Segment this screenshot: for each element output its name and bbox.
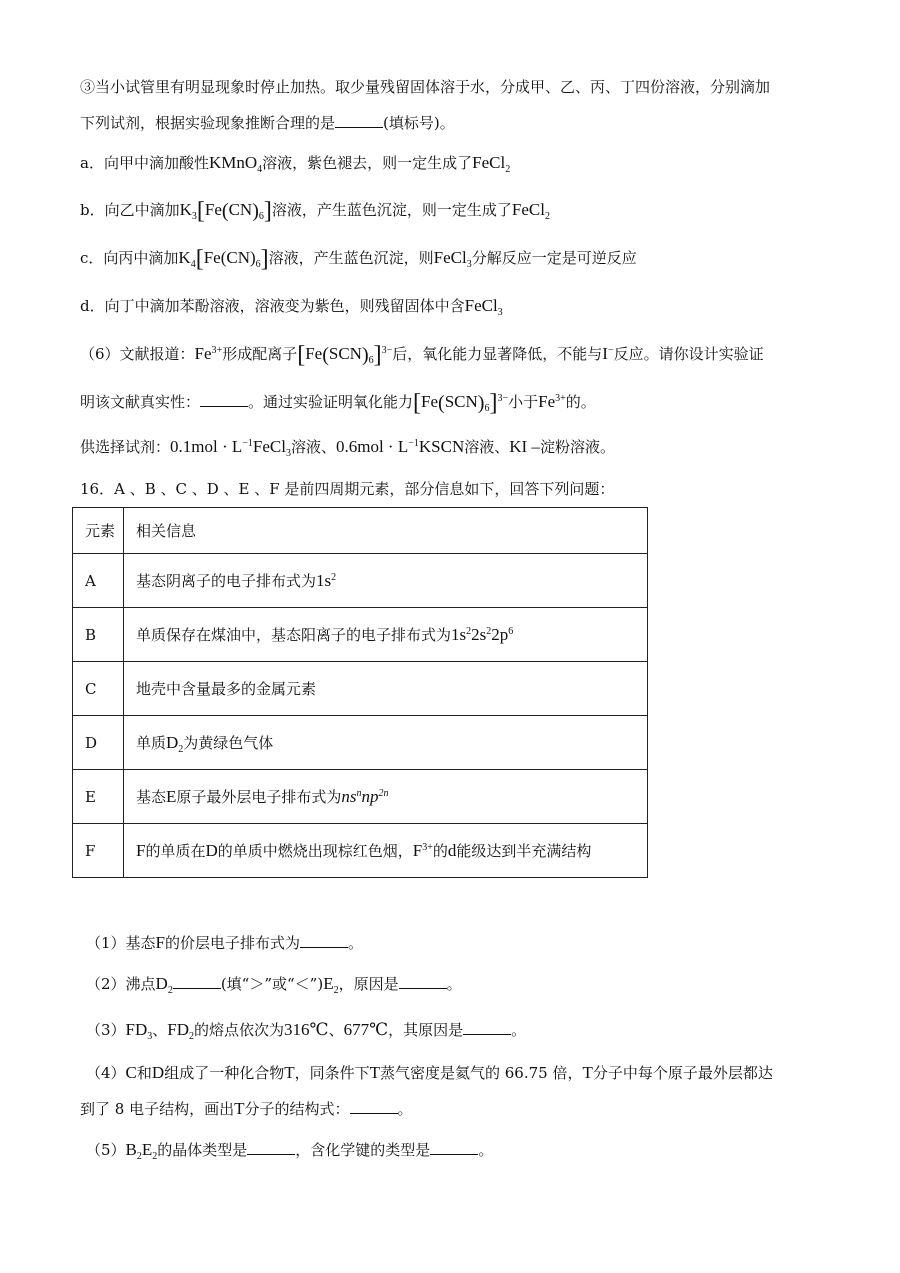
option-b-text: b．向乙中滴加 [80, 201, 180, 219]
sub4-text: ，同条件下 [294, 1064, 370, 1082]
sub2-text: （2）沸点 [86, 975, 156, 993]
table-row [73, 608, 648, 662]
formula: Fe [421, 392, 439, 411]
formula: T [369, 1063, 380, 1082]
reagent-end: 淀粉溶液。 [539, 438, 615, 456]
formula: Fe [194, 344, 212, 363]
superscript: 2 [331, 572, 337, 583]
sub3-post: ，其原因是 [388, 1021, 464, 1039]
element-cell: E [73, 770, 124, 824]
formula: 1s [451, 625, 467, 644]
sub1-end: 。 [348, 934, 364, 952]
element-info-table [72, 507, 648, 878]
subscript: 3 [466, 259, 472, 270]
bracket-right-icon: ] [373, 342, 382, 368]
q16-sub1 [86, 932, 363, 954]
formula: T [284, 1063, 295, 1082]
table-row [73, 716, 648, 770]
option-c-text: c．向丙中滴加 [80, 249, 179, 267]
formula: FD [125, 1020, 148, 1039]
bracket-left-icon: [ [413, 390, 422, 416]
answer-blank [430, 1140, 478, 1155]
element-cell: A [73, 554, 124, 608]
info-cell [124, 716, 648, 770]
subscript: 6 [255, 259, 261, 270]
formula: KI – [509, 437, 540, 456]
sub2-mid: (填“＞”或“＜”) [220, 975, 324, 993]
sub4-text: 组成了一种化合物 [164, 1064, 285, 1082]
subscript: 3 [191, 211, 197, 222]
formula: Fe [305, 344, 323, 363]
answer-blank [247, 1140, 295, 1155]
option-a-text: a．向甲中滴加酸性 [80, 154, 209, 172]
temperature: 677℃ [343, 1020, 389, 1039]
part6-after: 后，氧化能力显著降低，不能与 [392, 345, 603, 363]
element-cell: B [73, 608, 124, 662]
subscript: 2 [505, 164, 511, 175]
subscript: 6 [258, 211, 264, 222]
formula: E [323, 974, 334, 993]
info-text: 的 [432, 842, 448, 860]
formula: K [178, 248, 191, 267]
formula: E [166, 787, 177, 806]
option-a [80, 152, 510, 174]
info-text: 的单质在 [145, 842, 206, 860]
info-text: 的单质中燃烧出现棕红色烟， [217, 842, 413, 860]
superscript: 3+ [422, 842, 433, 853]
part6-text: （6）文献报道： [80, 345, 195, 363]
formula: T [582, 1063, 593, 1082]
formula: F [412, 841, 423, 860]
subscript: 6 [484, 403, 490, 414]
superscript: −1 [242, 438, 253, 449]
table-row [73, 770, 648, 824]
formula: SCN [444, 392, 478, 411]
subscript: 4 [257, 164, 263, 175]
option-a-mid: 溶液，紫色褪去，则一定生成了 [262, 154, 473, 172]
info-cell [124, 554, 648, 608]
superscript: 3+ [211, 345, 223, 356]
table-header-cell: 相关信息 [124, 508, 648, 554]
formula: D [151, 1063, 165, 1082]
info-text: 基态阴离子的电子排布式为 [136, 572, 317, 590]
part6-line1 [80, 342, 764, 368]
superscript: 3− [497, 393, 509, 404]
sub4-text: 分子中每个原子最外层都达 [592, 1064, 773, 1082]
option-c-mid: 溶液，产生蓝色沉淀，则 [268, 249, 434, 267]
sub3-text: （3） [86, 1021, 126, 1039]
bracket-right-icon: ] [260, 246, 269, 272]
subscript: 6 [368, 355, 374, 366]
sub4-text: 和 [136, 1064, 152, 1082]
reagents-line [80, 436, 615, 458]
sub3-end: 。 [511, 1021, 527, 1039]
formula: d [447, 841, 457, 860]
info-text: 基态 [136, 788, 167, 806]
part6-l2-mid: 。通过实验证明氧化能力 [248, 393, 414, 411]
superscript: n [356, 788, 362, 799]
subscript: 2 [189, 1031, 195, 1042]
option-c-end: 分解反应一定是可逆反应 [471, 249, 637, 267]
info-text: 单质保存在煤油中，基态阳离子的电子排布式为 [136, 626, 452, 644]
reagent-sep: 溶液、 [464, 438, 510, 456]
superscript: −1 [408, 438, 419, 449]
q16-intro: 16．A 、B 、C 、D 、E 、F 是前四周期元素，部分信息如下，回答下列问题： [80, 480, 615, 498]
formula: 1s [316, 571, 332, 590]
paren-left-icon: ( [221, 200, 229, 222]
q16-sub5 [86, 1139, 493, 1161]
formula: FeCl [252, 437, 286, 456]
formula: 2s [471, 625, 487, 644]
superscript: − [607, 345, 614, 356]
answer-blank [399, 974, 447, 989]
superscript: 3− [381, 345, 393, 356]
option-d-text: d．向丁中滴加苯酚溶液，溶液变为紫色，则残留固体中含 [80, 297, 465, 315]
element-cell: F [73, 824, 124, 878]
info-cell: 地壳中含量最多的金属元素 [124, 662, 648, 716]
superscript: 2n [378, 788, 389, 799]
sub5-text: （5） [86, 1141, 126, 1159]
formula: K [179, 200, 192, 219]
superscript: 2 [466, 626, 472, 637]
bracket-right-icon: ] [263, 198, 272, 224]
formula: CN [228, 200, 253, 219]
superscript: 6 [508, 626, 514, 637]
table-row [73, 554, 648, 608]
info-cell [124, 824, 648, 878]
table-header-cell: 元素 [73, 508, 124, 554]
formula: SCN [328, 344, 362, 363]
formula: I [602, 344, 608, 363]
info-text: 原子最外层电子排布式为 [176, 788, 342, 806]
subscript: 2 [152, 1151, 158, 1162]
sub4-text: （4） [86, 1064, 126, 1082]
q16-sub4-line2 [80, 1098, 413, 1120]
bracket-right-icon: ] [489, 390, 498, 416]
subscript: 3 [147, 1031, 153, 1042]
formula: FeCl [472, 153, 506, 172]
option-d [80, 295, 503, 317]
formula: F [155, 933, 166, 952]
sub3-sep: 、 [152, 1021, 168, 1039]
option-b-mid: 溶液，产生蓝色沉淀，则一定生成了 [271, 201, 512, 219]
info-cell [124, 608, 648, 662]
paren-right-icon: ) [252, 200, 259, 222]
formula: KMnO [208, 153, 258, 172]
sub2-post: ，原因是 [338, 975, 399, 993]
formula: Fe [204, 200, 222, 219]
formula: np [361, 787, 379, 806]
formula: E [141, 1140, 153, 1159]
sub4-end: 。 [397, 1100, 413, 1118]
formula: FeCl [464, 296, 498, 315]
q16-sub3 [86, 1019, 526, 1041]
formula: ns [341, 787, 357, 806]
sub5-end: 。 [478, 1141, 494, 1159]
part6-mid: 形成配离子 [222, 345, 298, 363]
info-text: 为黄绿色气体 [183, 734, 274, 752]
element-cell: C [73, 662, 124, 716]
table-row [73, 662, 648, 716]
formula: FD [167, 1020, 190, 1039]
superscript: 2 [486, 626, 492, 637]
part6-end: 反应。请你设计实验证 [613, 345, 764, 363]
paren-right-icon: ) [477, 392, 485, 414]
option-c [80, 246, 637, 272]
subscript: 2 [333, 985, 339, 996]
paren-left-icon: ( [438, 392, 445, 414]
sub4-text: 蒸气密度是氦气的 66.75 倍， [380, 1064, 583, 1082]
item3-text: 下列试剂，根据实验现象推断合理的是 [80, 114, 336, 132]
part6-line2 [80, 390, 596, 416]
formula: B [125, 1140, 137, 1159]
formula: D [166, 733, 179, 752]
bracket-left-icon: [ [196, 198, 205, 224]
reagents-label: 供选择试剂： [80, 438, 171, 456]
formula: KSCN [418, 437, 465, 456]
table-header-row [73, 508, 648, 554]
formula: D [155, 974, 168, 993]
sub3-mid: 的熔点依次为 [194, 1021, 285, 1039]
subscript: 3 [497, 307, 503, 318]
answer-blank [173, 974, 221, 989]
element-cell: D [73, 716, 124, 770]
sub4-text: 到了 8 电子结构，画出 [80, 1100, 235, 1118]
paren-right-icon: ) [361, 344, 369, 366]
info-text: 单质 [136, 734, 167, 752]
formula: C [125, 1063, 137, 1082]
table-row [73, 824, 648, 878]
formula: D [205, 841, 218, 860]
answer-blank [200, 392, 248, 407]
formula: FeCl [511, 200, 545, 219]
formula: 0.6mol · L [335, 437, 409, 456]
formula: F [136, 841, 146, 860]
reagent-sep: 溶液、 [290, 438, 336, 456]
formula: FeCl [433, 248, 467, 267]
part6-l2-end: 的。 [565, 393, 596, 411]
option-b [80, 198, 550, 224]
bracket-left-icon: [ [195, 246, 204, 272]
subscript: 2 [178, 744, 184, 755]
formula: T [234, 1099, 245, 1118]
answer-blank [350, 1099, 398, 1114]
subscript: 4 [190, 259, 196, 270]
answer-blank [463, 1020, 511, 1035]
subscript: 2 [136, 1151, 142, 1162]
part6-l2-less: 小于 [508, 393, 539, 411]
bracket-left-icon: [ [297, 342, 306, 368]
formula: 0.1mol · L [170, 437, 243, 456]
info-text: 能级达到半充满结构 [456, 842, 592, 860]
sub1-mid: 的价层电子排布式为 [165, 934, 301, 952]
subscript: 2 [544, 211, 550, 222]
superscript: 3+ [555, 393, 566, 404]
sub4-text: 分子的结构式： [244, 1100, 350, 1118]
sub5-mid: 的晶体类型是 [157, 1141, 248, 1159]
sub3-sep: 、 [328, 1021, 344, 1039]
answer-blank [300, 933, 348, 948]
info-cell [124, 770, 648, 824]
sub2-end: 。 [446, 975, 462, 993]
part6-l2-text: 明该文献真实性： [80, 393, 201, 411]
formula: 2p [491, 625, 509, 644]
item3-line2 [80, 112, 455, 134]
sub1-text: （1）基态 [86, 934, 156, 952]
sub5-post: ，含化学键的类型是 [295, 1141, 431, 1159]
item3-hint: (填标号)。 [383, 114, 455, 132]
answer-blank [335, 113, 383, 128]
temperature: 316℃ [284, 1020, 329, 1039]
formula: Fe [538, 392, 556, 411]
item3-line1: ③当小试管里有明显现象时停止加热。取少量残留固体溶于水，分成甲、乙、丙、丁四份溶液，分别滴加 [80, 78, 771, 96]
subscript: 2 [167, 985, 173, 996]
q16-sub2 [86, 973, 462, 995]
q16-sub4-line1 [86, 1062, 773, 1084]
subscript: 3 [285, 448, 291, 459]
paren-left-icon: ( [322, 344, 329, 366]
formula: Fe(CN) [203, 248, 256, 267]
